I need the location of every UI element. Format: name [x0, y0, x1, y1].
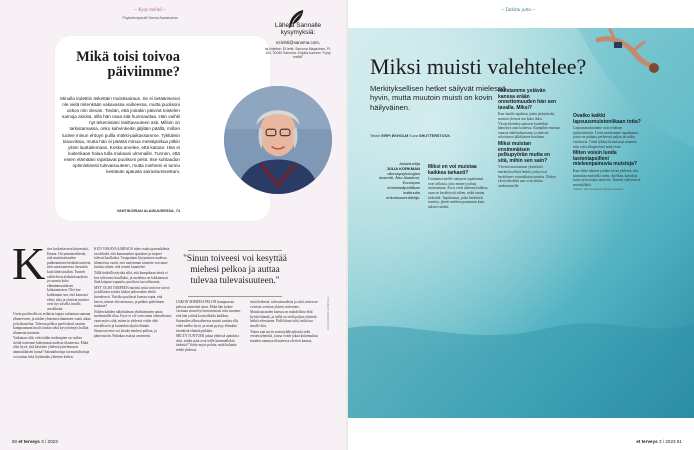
- paragraph: MYT OLISI TARPEEN miettiä, mitä sinä itse toivot ja millaisia asioita haluat jatkossakin tehdä itsenäisesti. Voisiko puolisosi kanssa sopia, että kerrot, minne olet menossa, ja pidätte puhelimen mukana?: [94, 285, 170, 309]
- paragraph: itos koskettavasta kirjeestäsi, Emma. On ymmärrettävää, että muistisairauden puhkeaminen herättää tunteita niin sairastuneessa itsessään kuin läheisissäkin. Tunteet vaihtelevat alakuloisuudesta ja surusta koko elämänmuutoksen kohtaamiseen. Olet itse kohdannut sen, että kanssasi eletty aika ja yhteiset muistot ovat nyt toisella tavalla arvokkaita.: [47, 247, 91, 311]
- credit-label: Teksti: [370, 134, 380, 138]
- author-portrait: [224, 86, 332, 194]
- credit-photo: SHUTTERSTOCK: [419, 134, 451, 138]
- answer-text: Kun olette tehneet jotakin kivaa yhdessä, sitä kannattaa muistella usein. Jutelkaa, katsokaa kuvia ja kertokaa tarinoita. Tunteet vahvistavat muistijälkeä.: [573, 168, 641, 187]
- paragraph: USKON MIEHESI PELON kumpuavan pelosta menettää sinut. Ehkä hän kokee vastuuta sinun hyvinvoinnistasi niin suurena, että hän yrittää kontrolloida kaikkea.: [176, 300, 241, 318]
- issue-number: 3 / 2023: [41, 439, 58, 444]
- magazine-name: et terveys: [636, 439, 658, 444]
- paragraph: Sairauden alkuvaiheessa muisti saattaa olla vielä melko hyvä, ja moni pystyy elämään itsenäistä elämää pitkään.: [176, 319, 239, 333]
- paragraph: Vaikuttaa siltä, että teidän molempien on vaikea sietää toistenne kokemusta uudesta tilanteesta. Ehkä olisi hyvä, että kävisitte yhdessä juttelemassa ammattilaisen luona? Sairaanhoitaja tai muistihoitaja voi auttaa teitä löytämään yhteisen kielen.: [13, 336, 90, 359]
- question-heading: Miten voisin luoda lastenlapsilleni mieleenpainuvia muistoja?: [573, 150, 637, 168]
- photo-credit: KUVA MIKKO HANNULA: [326, 296, 330, 330]
- letter-signature: VAHTIKOIRAN ALAISUUDESSA, 74: [116, 209, 180, 213]
- drop-cap: K: [12, 238, 46, 289]
- section-label: ~ Kysy meiltä ~: [134, 8, 166, 13]
- contact-title: Lähetä Sannalle kysymyksiä:: [274, 22, 322, 37]
- article-column-1: [13, 247, 91, 360]
- paragraph: Sinun toiveesi voi kestää miehesi pelkoa, ja päinvastoin. Puhukaa asiasta avoimesti.: [94, 329, 157, 338]
- pull-quote: "Sinun toiveesi voi kesyttää miehesi pelkoa ja auttaa tulevaa tulevaisuuteen.": [183, 254, 287, 286]
- page-number: 60: [12, 439, 18, 444]
- magazine-name: et terveys: [18, 439, 40, 444]
- expert-label: Asiantuntija: [399, 161, 420, 166]
- paragraph: tästä hetkestä, tulevaisuudesta ja siitä, miten ne voisivat sovittaa yhteen toiveenne.: [250, 300, 318, 309]
- sources: Lähteet: Julia Korkman; Muistin nyanssit.: [573, 187, 624, 192]
- question-heading: Miksi en voi muistaa kaikkea tarkasti?: [428, 164, 477, 176]
- paragraph: Tällä hetkellä näyttää siltä, että kumpikaan teistä ei koe tulevansa kuulluksi, ja asetelma on lukkiutunut. Sinä kaipaat vapautta, puolisosi turvallisuutta.: [94, 270, 169, 285]
- contact-email[interactable]: et-lehti@sanoma.com,: [276, 39, 320, 45]
- issue-number: 3 / 2023: [658, 439, 676, 444]
- credit-author: VIRPI EKHOLM: [380, 134, 409, 138]
- article-column-2: [498, 87, 560, 189]
- folio-right: [636, 439, 682, 444]
- page-number: 61: [676, 439, 682, 444]
- pull-quote-rule-top: [188, 250, 282, 251]
- section-label: ~ Tutkittu juttu ~: [501, 8, 535, 13]
- left-page: [0, 0, 346, 450]
- article-column-2: [94, 247, 172, 339]
- article-column-4: [250, 300, 320, 344]
- paragraph: KUN VAKAVA SAIRAUS tulee osaksi parisuhdetta, on tärkeää, että kummankin ajatukset ja tarpeet tulevat kuulluiksi. Tasapainon löytyminen uudessa tilanteessa vaatii, että molemmat tunnette voivanne luottaa siihen, että toinen kuuntelee.: [94, 247, 171, 270]
- section-subtitle: Psykoterapeutti Sanna Aavaluoma: [122, 16, 178, 20]
- letter-body: Minulla todettiin äskettäin muistisairaus. Se ei tietäänsenioi ole vielä mitenkään vakavassa vaiheessa, mutta puolisoni uskoo niin olevan. Tiedän, että joinakin päivinä toistelen samoja asioita, sillä hän osaa sitä huomauttaa. Hän vaihtii nyt tekemisiäni rasittavuuteen asti. Milloin on tarkistamassa, onko kahvinkeitin jäljitäin päällä, milloin tuolee minun ehtoyn pullla mökki-paikassamme. Tykkäisin taivuvissia, mutta hän ei päästä minua metsäpolkua pitkin yksin lauttailemaan. Koska arvelee, että katoan. Hän ei kuitenkaan halua tulla mukaani ulmmaille. Tunnen, että enten elämääni rajoittavat puolisoni pelot. Itse suhtaudun optimistisesti tulevaisuuteen, mutta miehemi ei tunnu kestävän ajatusta sairastumisestani.: [60, 96, 180, 175]
- folio-left: [12, 439, 58, 444]
- article-column-3: [573, 112, 641, 193]
- answer-text: Lapsuusmuistomme ovat eritäisen epäluotettavia. Usein muistamme tapahtumia, joista on puhuttu perheessä paljon tai nähty valokuvia. Tämä lykkäytti muistoja muuttuu niin, ettei alkuperäistä enää erota.: [573, 126, 639, 149]
- expert-description: oikeuspsykologian dosentti, Åbo Akademi, Euroopan kriminaalipolitiikan instituutin erikoissuunnittelija.: [379, 170, 420, 200]
- paragraph: Tukea saat myös muistiyhdistyksistä sekä vertaisryhmistä, joissa voitte jakaa kokemuksia muiden samassa tilanteessa olevien kanssa.: [250, 329, 318, 343]
- paragraph: Niiden kahden näkökulman yhdistäminen antaa molemmille tilaa. Kyse ei ole vain sinun oikeudestasi, vaan myös siitä, miten te yhdessä voitte elää turvallisesti ja kuitenkin täyttä elämää.: [94, 309, 172, 328]
- portrait-photo: [224, 86, 332, 194]
- contact-note: tai kirjeitse: Et-lehti, Sanoma Magazines, PL 100, 00040 Sanoma. Kirjoita kuoreen "Kysy meiltä": [264, 46, 332, 60]
- question-heading: Miksi muistan ensimmäisen pelkupyörän mutta en sitä, mihin sen sain?: [498, 140, 550, 164]
- right-page: [348, 0, 694, 450]
- expert-box: [376, 162, 420, 200]
- paragraph: Muistisairauden kanssa on mahdollista elää hyvää elämää, ja teillä on vielä paljon yhteisiä hetkiä edessänne. Pidä kiinni siitä, mikä tuo sinulle iloa.: [250, 310, 317, 328]
- contact-box: [262, 22, 334, 59]
- article-column-1: [428, 163, 490, 210]
- answer-text: Yleensä muistamme yksittäisiä merkityksellisiä hetkiä, jotka ovat herättäneet voimakkaita tunteita. Niiden yksityiskohdat taas ovat alttiita unohtumiselle.: [498, 165, 556, 188]
- paragraph: MILTÄ TUNTUISI jakaa yhdessä ajatuksia siitä, mitkä asiat ovat teille kummallekin tärkeitä? Voitte myös pohtia, mitä haluatte tehdä yhdessä.: [176, 334, 239, 352]
- article-title: Miksi muisti valehtelee?: [370, 54, 587, 79]
- answer-text: Useimmat meille sattuneet tapahtumat ovat sellaisia, joita emme jouduta muistamaan. Aivot eivät tallenna kaikkea, vaan ne keskittyvät siihen, mikä tuntuu tärkeältä. Tapahtumat, jotka herättävät tunteita, jäävät mieleen paremmin kuin arkiset rutiinit.: [428, 177, 489, 209]
- question-heading: Muistamme ystävän kanssa erään onnettomuuden hän sen tavalla. Miksi?: [498, 88, 557, 111]
- question-heading: Ovatko kaikki lapsuusmuistoniikaan totta?: [573, 113, 641, 125]
- expert-name: JULIA KORKMAN: [386, 165, 420, 171]
- answer-text: Kun sinulle tapahtuu jotain järkyttävää, muistat yleensä sen koko ikäsi. Yksityiskohdat saattavat kuitenkin hämärtyä ajan kuluessa. Kumpikin muistaa omasta näkökulmastaan, ja muistot sekoittuvat jälkikäteen kuultuun.: [498, 112, 560, 140]
- article-lead: Merkityksellisen hetket säilyvät mielessä hyvin, mutta muutoin muisti on kovin häilyväinen.: [370, 84, 506, 112]
- credit-label: Kuva: [409, 134, 418, 138]
- paragraph: Usein puolisoilla on erilaisia tapoja suhtautua samaan tilanteeseen, ja niiden yhteensovittaminen vaatii aikaa ja keskustelua. Tulevaa pelkoa puolisoltasi saattaa kumpuamaan huoli sinusta sekä kyvyttömyys hallita tilannetta muutoin.: [13, 312, 91, 335]
- article-column-3: [176, 300, 242, 354]
- pull-quote-rule-bottom: [188, 296, 282, 297]
- letter-title: Mikä toisi toivoa päiviimme?: [76, 49, 180, 80]
